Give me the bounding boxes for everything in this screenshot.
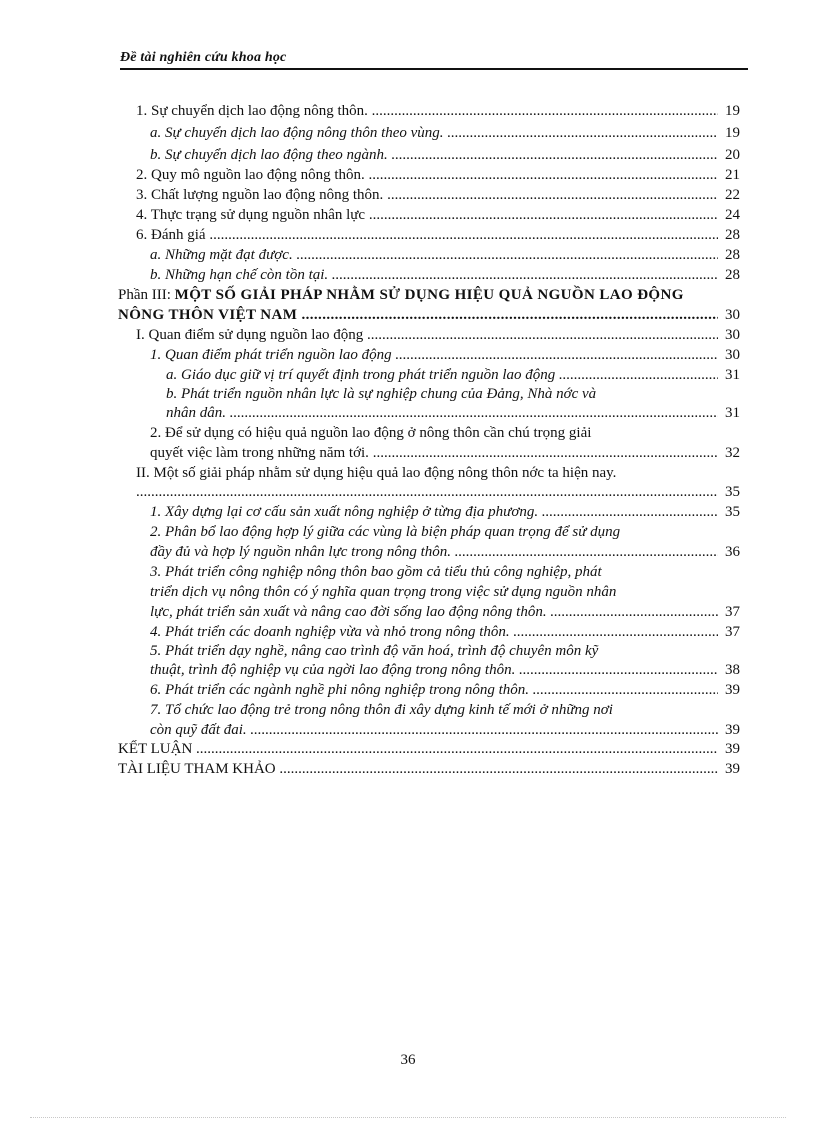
bottom-divider xyxy=(30,1117,786,1118)
toc-entry-page: 22 xyxy=(725,187,740,203)
toc-entry-text: 4. Thực trạng sử dụng nguồn nhân lực ..... xyxy=(136,206,718,224)
toc-entry-page: 19 xyxy=(725,125,740,141)
page-number: 36 xyxy=(400,1052,416,1068)
toc-entry[interactable] xyxy=(136,226,740,244)
toc-entry[interactable] xyxy=(150,603,740,621)
part-heading-line2[interactable] xyxy=(118,306,740,324)
toc-entry-page: 35 xyxy=(725,504,740,520)
toc-entry-page: 37 xyxy=(725,604,740,620)
toc-entry-references[interactable] xyxy=(118,760,740,778)
toc-entry-page: 39 xyxy=(725,741,740,757)
toc-entry-page: 31 xyxy=(725,405,740,421)
toc-entry-text: còn quỹ đất đai. ..... xyxy=(150,721,718,739)
toc-entry-text: KẾT LUẬN ..... xyxy=(118,740,718,758)
toc-entry[interactable] xyxy=(136,166,740,184)
toc-entry-page: 37 xyxy=(725,624,740,640)
toc-entry-text: a. Giáo dục giữ vị trí quyết định trong phát triển nguồn lao động ..... xyxy=(166,366,718,384)
toc-entry[interactable] xyxy=(150,124,740,142)
toc-entry-text: 6. Đánh giá ..... xyxy=(136,226,718,244)
toc-entry[interactable] xyxy=(166,404,740,422)
toc-entry-page: 30 xyxy=(725,347,740,363)
toc-entry-text: b. Sự chuyển dịch lao động theo ngành. ..... xyxy=(150,146,718,164)
toc-entry-page: 28 xyxy=(725,247,740,263)
toc-entry-line[interactable]: b. Phát triển nguồn nhân lực là sự nghiệp chung của Đảng, Nhà nớc và xyxy=(166,386,597,402)
part-title-line2: NÔNG THÔN VIỆT NAM ..... xyxy=(118,306,718,324)
toc-entry-page: 36 xyxy=(725,544,740,560)
toc-entry[interactable] xyxy=(136,186,740,204)
toc-entry-page: 19 xyxy=(725,103,740,119)
toc-entry-text: b. Những hạn chế còn tồn tại. ..... xyxy=(150,266,718,284)
toc-entry-text: a. Những mặt đạt được. ..... xyxy=(150,246,718,264)
toc-entry[interactable] xyxy=(150,246,740,264)
toc-entry-text: 1. Sự chuyển dịch lao động nông thôn. ..... xyxy=(136,102,718,120)
toc-entry-page: 31 xyxy=(725,367,740,383)
toc-entry-line[interactable]: 3. Phát triển công nghiệp nông thôn bao gồm cả tiểu thủ công nghiệp, phát xyxy=(150,564,602,580)
toc-entry-text: 1. Quan điểm phát triển nguồn lao động ..... xyxy=(150,346,718,364)
toc-entry[interactable] xyxy=(150,146,740,164)
toc-entry-page: 39 xyxy=(725,682,740,698)
part-title: MỘT SỐ GIẢI PHÁP NHẰM SỬ DỤNG HIỆU QUẢ NGUỒN LAO ĐỘNG xyxy=(174,287,684,303)
toc-entry-conclusion[interactable] xyxy=(118,740,740,758)
toc-entry[interactable] xyxy=(136,102,740,120)
toc-entry-line[interactable]: 7. Tổ chức lao động trẻ trong nông thôn đi xây dựng kinh tế mới ở những nơi xyxy=(150,702,613,718)
toc-entry-line[interactable]: II. Một số giải pháp nhằm sử dụng hiệu quả lao động nông thôn nớc ta hiện nay. xyxy=(136,465,617,481)
toc-entry-text: đầy đủ và hợp lý nguồn nhân lực trong nông thôn. ..... xyxy=(150,543,718,561)
toc-entry-text: 4. Phát triển các doanh nghiệp vừa và nhỏ trong nông thôn. ..... xyxy=(150,623,718,641)
toc-entry-text: nhân dân. ..... xyxy=(166,404,718,422)
toc-entry[interactable] xyxy=(150,681,740,699)
toc-entry[interactable] xyxy=(150,661,740,679)
toc-entry-text: 3. Chất lượng nguồn lao động nông thôn. ..... xyxy=(136,186,718,204)
toc-entry-line[interactable]: 2. Phân bổ lao động hợp lý giữa các vùng là biện pháp quan trọng để sử dụng xyxy=(150,524,621,540)
toc-entry-page: 28 xyxy=(725,267,740,283)
toc-entry-text: a. Sự chuyển dịch lao động nông thôn theo vùng. ..... xyxy=(150,124,718,142)
toc-entry[interactable] xyxy=(150,543,740,561)
toc-entry-text: 6. Phát triển các ngành nghề phi nông nghiệp trong nông thôn. ..... xyxy=(150,681,718,699)
toc-entry-page: 38 xyxy=(725,662,740,678)
page-header xyxy=(120,50,748,70)
header-rule xyxy=(120,68,748,70)
toc-entry-page: 32 xyxy=(725,445,740,461)
toc-entry[interactable] xyxy=(150,266,740,284)
part-prefix: Phần III: xyxy=(118,287,171,303)
toc-entry[interactable] xyxy=(150,346,740,364)
toc-entry[interactable] xyxy=(150,503,740,521)
toc-entry-text: quyết việc làm trong những năm tới. ..... xyxy=(150,444,718,462)
toc-entry[interactable] xyxy=(136,206,740,224)
toc-entry-text: thuật, trình độ nghiệp vụ của ngời lao động trong nông thôn. ..... xyxy=(150,661,718,679)
toc-entry-text: 2. Quy mô nguồn lao động nông thôn. ..... xyxy=(136,166,718,184)
toc-entry[interactable] xyxy=(150,444,740,462)
toc-entry-page: 28 xyxy=(725,227,740,243)
toc-entry-page: 39 xyxy=(725,761,740,777)
toc-entry[interactable] xyxy=(150,623,740,641)
toc-entry-line[interactable]: 2. Để sử dụng có hiệu quả nguồn lao động ở nông thôn cần chú trọng giải xyxy=(150,425,592,441)
toc-entry[interactable] xyxy=(150,721,740,739)
toc-entry-text: I. Quan điểm sử dụng nguồn lao động ..... xyxy=(136,326,718,344)
toc-entry-text: lực, phát triển sản xuất và nâng cao đời sống lao động nông thôn. ..... xyxy=(150,603,718,621)
toc-entry-text: TÀI LIỆU THAM KHẢO ..... xyxy=(118,760,718,778)
toc-entry-leader xyxy=(136,483,718,501)
toc-entry[interactable] xyxy=(136,483,740,501)
header-title: Đề tài nghiên cứu khoa học xyxy=(120,50,287,65)
part-heading[interactable] xyxy=(118,286,740,304)
part-page: 30 xyxy=(725,307,740,323)
toc-entry[interactable] xyxy=(136,326,740,344)
toc-entry-page: 30 xyxy=(725,327,740,343)
toc-entry-page: 24 xyxy=(725,207,740,223)
toc-entry-line[interactable]: 5. Phát triển dạy nghề, nâng cao trình độ văn hoá, trình độ chuyên môn kỹ xyxy=(150,643,599,659)
toc-entry-page: 21 xyxy=(725,167,740,183)
toc-entry-page: 35 xyxy=(725,484,740,500)
toc-entry-page: 39 xyxy=(725,722,740,738)
toc-entry[interactable] xyxy=(166,366,740,384)
toc-entry-page: 20 xyxy=(725,147,740,163)
toc-entry-text: 1. Xây dựng lại cơ cấu sản xuất nông nghiệp ở từng địa phương. ..... xyxy=(150,503,718,521)
toc-entry-line[interactable]: triển dịch vụ nông thôn có ý nghĩa quan trọng trong việc sử dụng nguồn nhân xyxy=(150,584,617,600)
